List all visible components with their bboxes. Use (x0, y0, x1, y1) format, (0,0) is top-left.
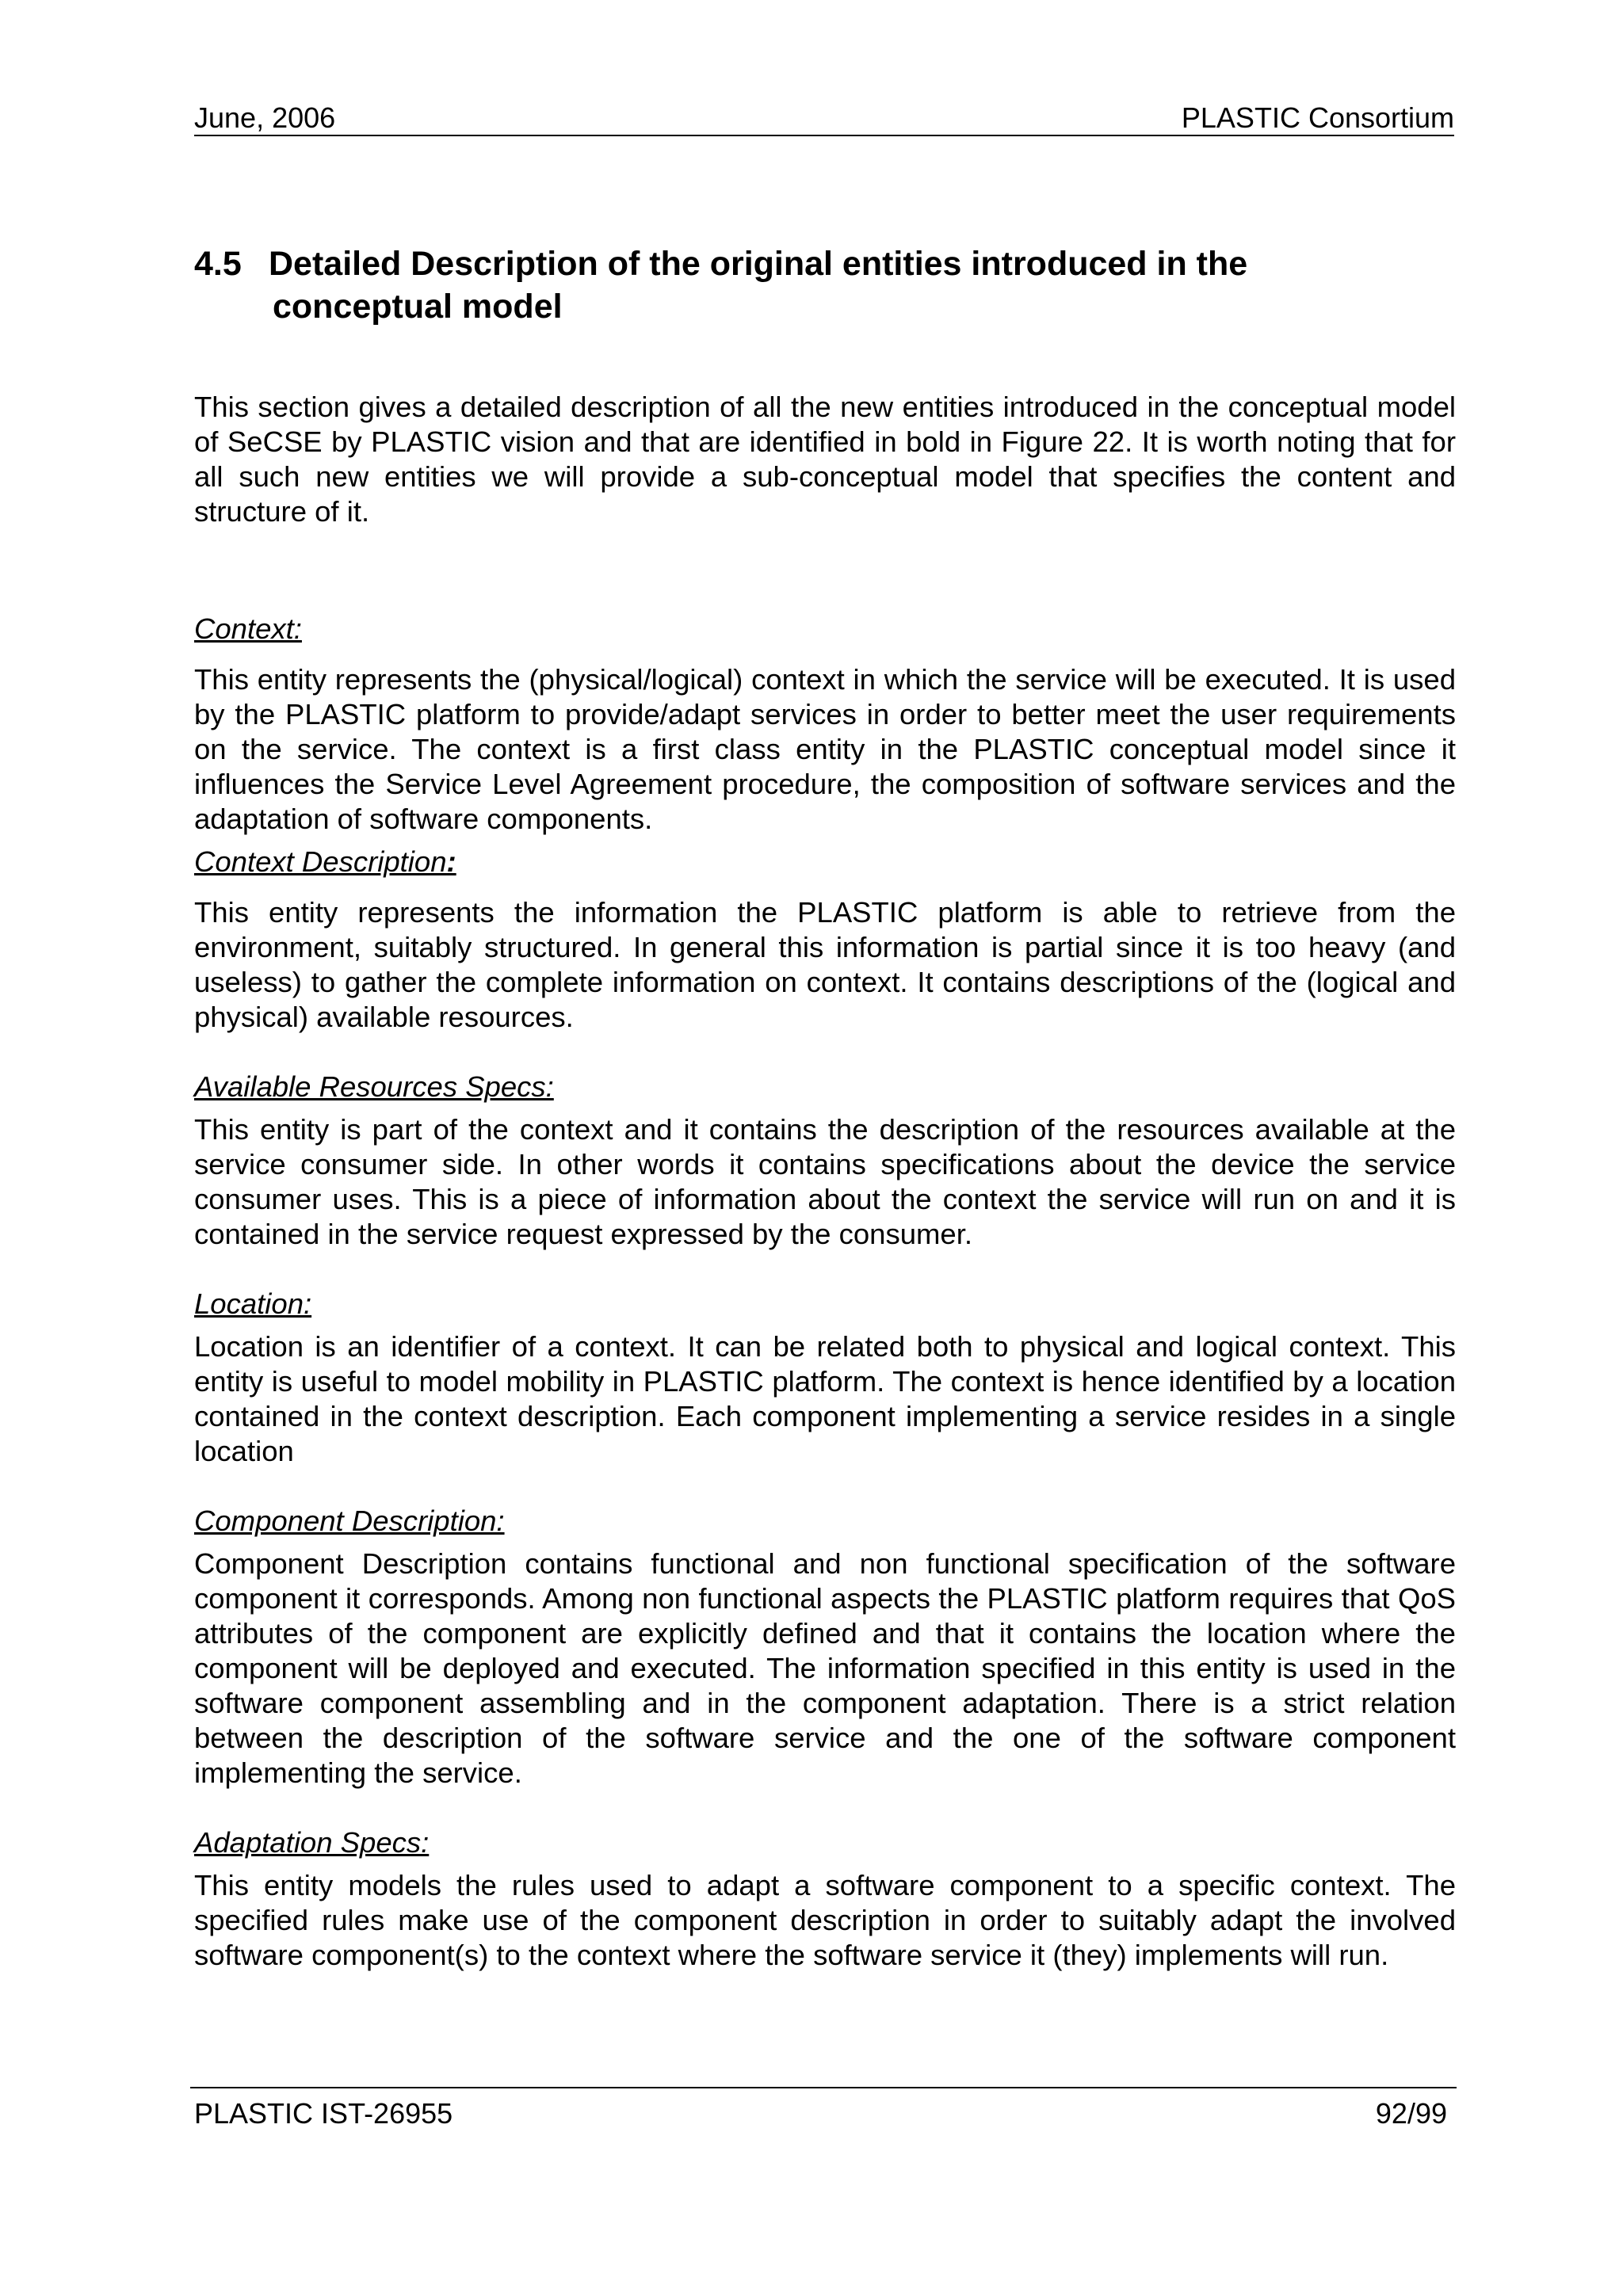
entity-body-context: This entity represents the (physical/logical) context in which the service will be executed. It is used by the PLASTIC platform to provide/adapt services in order to better meet the user requirements on the service. The context is a first class entity in the PLASTIC conceptual model since it influences the Service Level Agreement procedure, the composition of software services and the adaptation of software components. (194, 663, 1456, 835)
page-footer (190, 2087, 1457, 2130)
entity-body-adaptation-specs: This entity models the rules used to adapt a software component to a specific context. The specified rules make use of the component description in order to suitably adapt the involved software component(s) to the context where the software service it (they) implements will run. (194, 1869, 1456, 1971)
section-title-line2: conceptual model (273, 288, 563, 326)
entity-title-context-description-colon: : (446, 845, 456, 878)
header-organization: PLASTIC Consortium (1181, 101, 1454, 134)
entity-body-location: Location is an identifier of a context. It can be related both to physical and logical context. This entity is useful to model mobility in PLASTIC platform. The context is hence identified by a location contained in the context description. Each component implementing a service resides in a single location (194, 1330, 1456, 1467)
section-heading (194, 242, 1456, 328)
entity-body-component-description: Component Description contains functional and non functional specification of the software component it corresponds. Among non functional aspects the PLASTIC platform requires that QoS attributes of the component are explicitly defined and that it contains the location where the component will be deployed and executed. The information specified in this entity is used in the software component assembling and in the component adaptation. There is a strict relation between the description of the software service and the one of the software component implementing the service. (194, 1547, 1456, 1789)
document-body (194, 390, 1456, 1973)
footer-document-id: PLASTIC IST-26955 (194, 2097, 453, 2130)
header-date: June, 2006 (194, 101, 336, 134)
section-title-line1: Detailed Description of the original entities introduced in the (269, 245, 1248, 283)
entity-title-available-resources-specs: Available Resources Specs: (194, 1070, 554, 1103)
intro-paragraph: This section gives a detailed description of all the new entities introduced in the conceptual model of SeCSE by PLASTIC vision and that are identified in bold in Figure 22. It is worth noting that for all such new entities we will provide a sub-conceptual model that specifies the content and structure of it. (194, 391, 1456, 528)
entity-title-location: Location: (194, 1287, 312, 1320)
entity-title-adaptation-specs: Adaptation Specs: (194, 1826, 430, 1859)
entity-body-context-description: This entity represents the information the PLASTIC platform is able to retrieve from the environment, suitably structured. In general this information is partial since it is too heavy (and useless) to gather the complete information on context. It contains descriptions of the (logical and physical) available resources. (194, 896, 1456, 1033)
page-header (194, 101, 1454, 136)
entity-title-context-description (194, 845, 1456, 879)
entity-title-context-description-text: Context Description (194, 845, 447, 878)
footer-page-number: 92/99 (1375, 2097, 1447, 2130)
entity-title-context: Context: (194, 612, 302, 645)
entity-title-component-description: Component Description: (194, 1505, 505, 1537)
entity-body-available-resources-specs: This entity is part of the context and it contains the description of the resources available at the service consumer side. In other words it contains specifications about the device the service consumer uses. This is a piece of information about the context the service will run on and it is contained in the service request expressed by the consumer. (194, 1113, 1456, 1250)
section-number: 4.5 (194, 245, 242, 283)
